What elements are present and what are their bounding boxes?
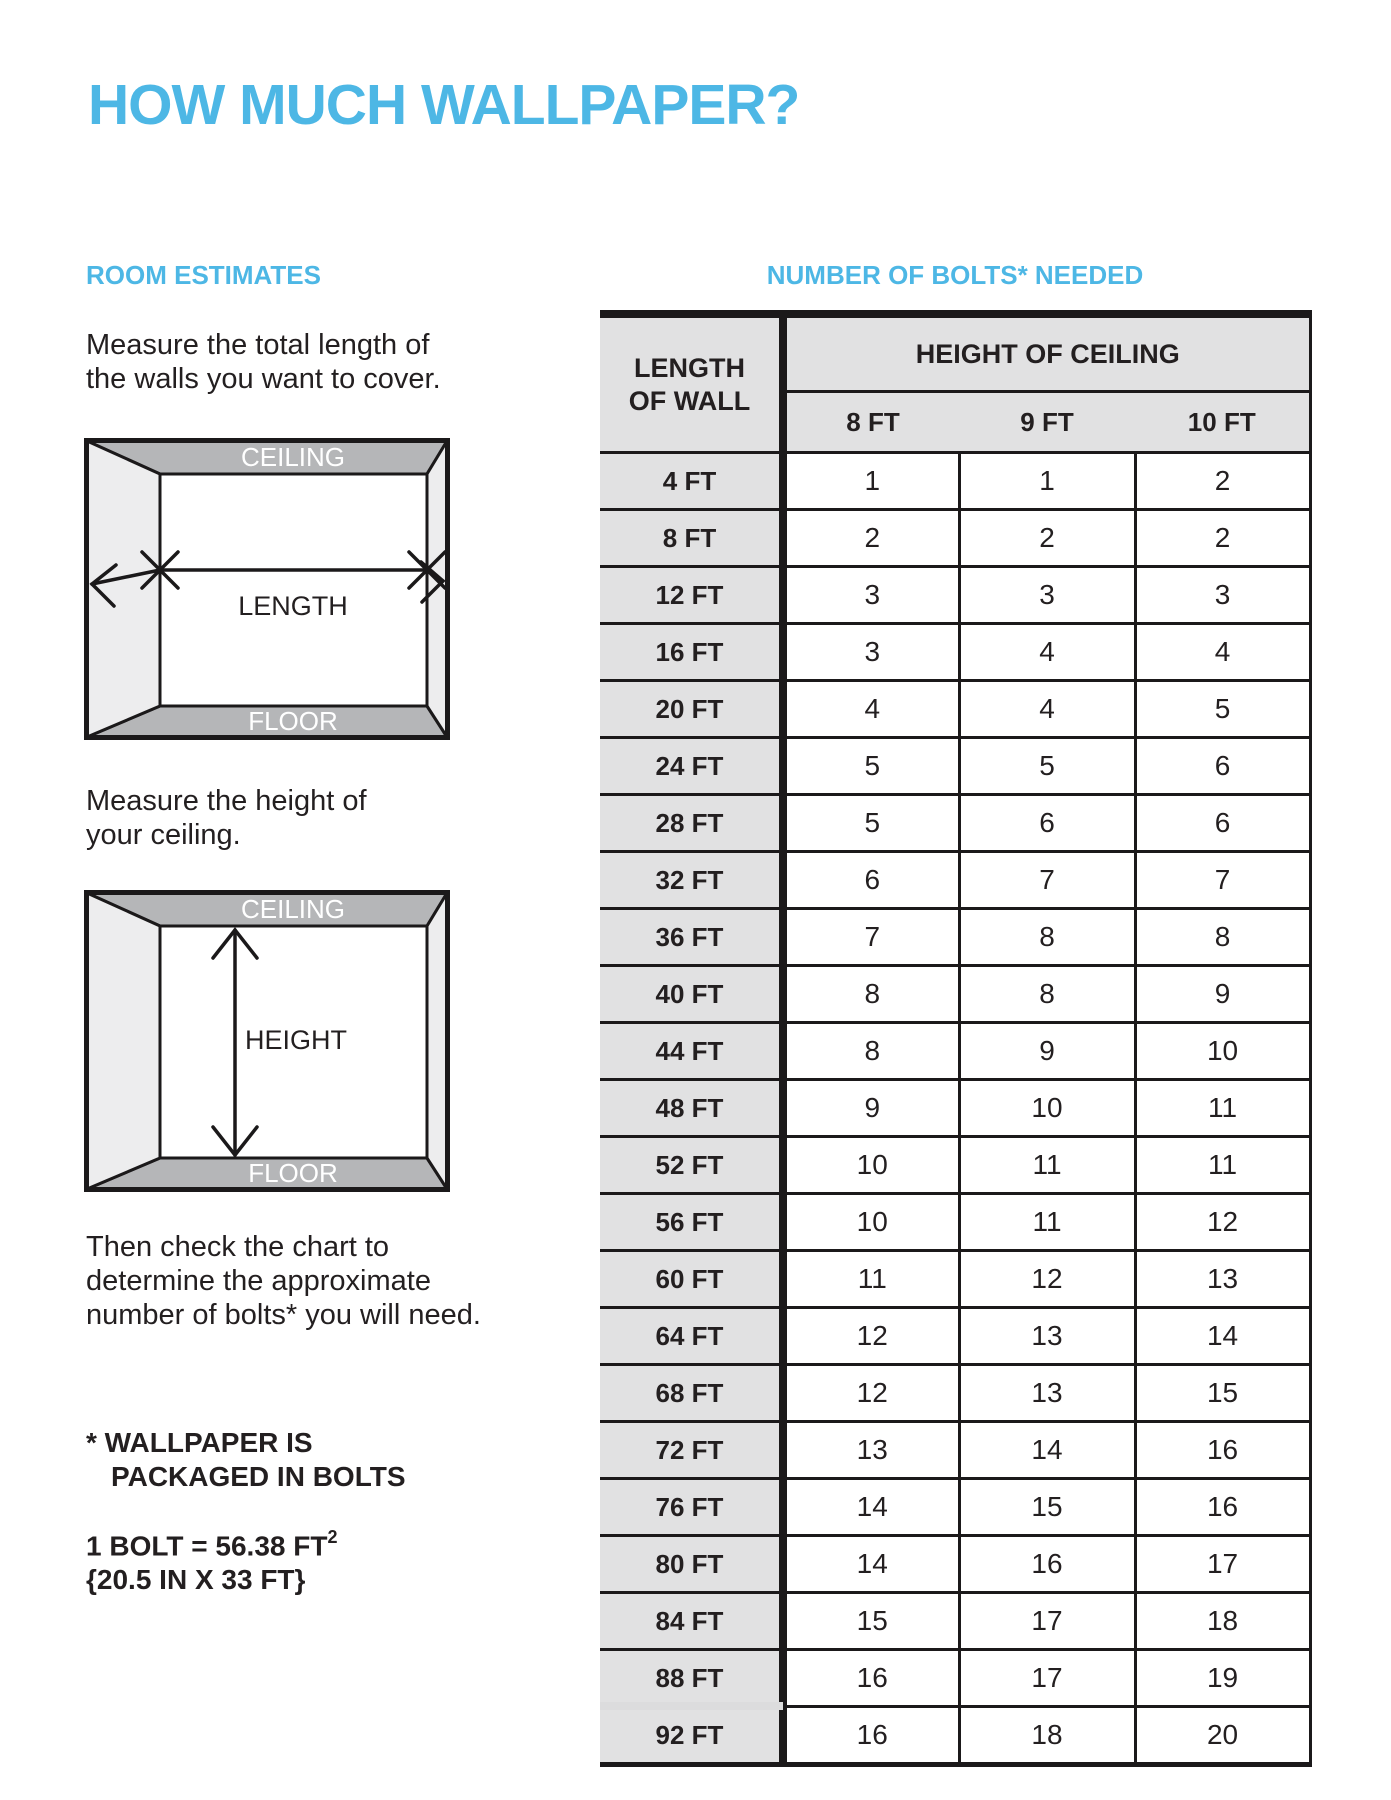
length-label: LENGTH bbox=[238, 591, 348, 621]
instruction-line: the walls you want to cover. bbox=[86, 363, 441, 395]
table-bottom-sliver bbox=[600, 1702, 783, 1710]
bolt-count-cell: 5 bbox=[1135, 681, 1310, 738]
left-wall-face bbox=[87, 893, 160, 1189]
table-header-row-1 bbox=[600, 314, 1310, 392]
bolt-count-cell: 18 bbox=[959, 1707, 1135, 1765]
table-row bbox=[600, 1308, 1310, 1365]
instruction-line: determine the approximate bbox=[86, 1265, 431, 1297]
bolt-count-cell: 8 bbox=[959, 966, 1135, 1023]
length-of-wall-header-line: OF WALL bbox=[628, 385, 751, 416]
length-of-wall-header-line: LENGTH bbox=[634, 352, 745, 383]
bolt-count-cell: 9 bbox=[1135, 966, 1310, 1023]
bolt-count-cell: 15 bbox=[783, 1593, 959, 1650]
wall-length-cell: 40 FT bbox=[600, 966, 783, 1023]
bolt-count-cell: 12 bbox=[1135, 1194, 1310, 1251]
wall-length-cell: 92 FT bbox=[600, 1707, 783, 1765]
bolt-count-cell: 13 bbox=[1135, 1251, 1310, 1308]
table-row bbox=[600, 1194, 1310, 1251]
height-label: HEIGHT bbox=[244, 1025, 348, 1055]
room-length-diagram bbox=[84, 438, 450, 740]
bolt-count-cell: 16 bbox=[783, 1707, 959, 1765]
floor-label: FLOOR bbox=[248, 1158, 338, 1188]
bolt-count-cell: 8 bbox=[1135, 909, 1310, 966]
wall-length-cell: 72 FT bbox=[600, 1422, 783, 1479]
bolt-count-cell: 15 bbox=[959, 1479, 1135, 1536]
wall-length-cell: 84 FT bbox=[600, 1593, 783, 1650]
bolt-count-cell: 7 bbox=[783, 909, 959, 966]
height-of-ceiling-header: HEIGHT OF CEILING bbox=[783, 314, 1310, 392]
ceiling-label: CEILING bbox=[240, 442, 346, 472]
wall-length-cell: 60 FT bbox=[600, 1251, 783, 1308]
table-row bbox=[600, 1593, 1310, 1650]
wall-length-cell: 44 FT bbox=[600, 1023, 783, 1080]
bolt-count-cell: 6 bbox=[1135, 795, 1310, 852]
bolt-count-cell: 5 bbox=[783, 795, 959, 852]
instruction-line: number of bolts* you will need. bbox=[86, 1299, 481, 1331]
instruction-measure-length bbox=[86, 328, 441, 396]
table-row bbox=[600, 681, 1310, 738]
table-row bbox=[600, 1365, 1310, 1422]
bolt-count-cell: 12 bbox=[783, 1365, 959, 1422]
table-row bbox=[600, 795, 1310, 852]
table-row bbox=[600, 624, 1310, 681]
wall-length-cell: 8 FT bbox=[600, 510, 783, 567]
bolt-count-cell: 5 bbox=[959, 738, 1135, 795]
bolt-count-cell: 12 bbox=[783, 1308, 959, 1365]
bolt-count-cell: 2 bbox=[1135, 510, 1310, 567]
bolt-count-cell: 14 bbox=[783, 1536, 959, 1593]
bolt-count-cell: 4 bbox=[1135, 624, 1310, 681]
back-wall-face bbox=[160, 474, 427, 706]
bolt-count-cell: 16 bbox=[1135, 1422, 1310, 1479]
bolt-count-cell: 2 bbox=[959, 510, 1135, 567]
bolt-count-cell: 5 bbox=[783, 738, 959, 795]
bolt-count-cell: 8 bbox=[783, 966, 959, 1023]
bolts-needed-heading: NUMBER OF BOLTS* NEEDED bbox=[766, 260, 1144, 290]
wall-length-cell: 56 FT bbox=[600, 1194, 783, 1251]
bolt-count-cell: 1 bbox=[783, 453, 959, 510]
table-row bbox=[600, 966, 1310, 1023]
bolt-count-cell: 4 bbox=[783, 681, 959, 738]
instruction-measure-height bbox=[86, 784, 367, 852]
bolt-count-cell: 11 bbox=[1135, 1080, 1310, 1137]
bolt-count-cell: 11 bbox=[1135, 1137, 1310, 1194]
bolts-table-body bbox=[600, 453, 1310, 1765]
bolt-count-cell: 3 bbox=[783, 567, 959, 624]
footnote-line: * WALLPAPER IS bbox=[86, 1427, 313, 1458]
bolt-count-cell: 7 bbox=[1135, 852, 1310, 909]
bolt-equation-superscript: 2 bbox=[327, 1527, 338, 1547]
floor-label: FLOOR bbox=[248, 706, 338, 736]
bolt-count-cell: 8 bbox=[783, 1023, 959, 1080]
bolt-count-cell: 18 bbox=[1135, 1593, 1310, 1650]
bolt-count-cell: 17 bbox=[1135, 1536, 1310, 1593]
col-header-10ft: 10 FT bbox=[1135, 392, 1310, 453]
bolt-equation-line bbox=[86, 1522, 337, 1563]
bolt-count-cell: 20 bbox=[1135, 1707, 1310, 1765]
bolt-count-cell: 3 bbox=[783, 624, 959, 681]
room-height-diagram bbox=[84, 890, 450, 1192]
bolt-count-cell: 12 bbox=[959, 1251, 1135, 1308]
instruction-line: your ceiling. bbox=[86, 819, 241, 851]
table-row bbox=[600, 1080, 1310, 1137]
bolt-count-cell: 13 bbox=[959, 1365, 1135, 1422]
bolt-count-cell: 9 bbox=[783, 1080, 959, 1137]
bolt-count-cell: 16 bbox=[959, 1536, 1135, 1593]
wall-length-cell: 24 FT bbox=[600, 738, 783, 795]
bolt-count-cell: 10 bbox=[959, 1080, 1135, 1137]
bolt-count-cell: 11 bbox=[959, 1194, 1135, 1251]
table-row bbox=[600, 1536, 1310, 1593]
table-row bbox=[600, 1707, 1310, 1765]
wall-length-cell: 12 FT bbox=[600, 567, 783, 624]
instruction-line: Measure the height of bbox=[86, 785, 367, 817]
wall-length-cell: 4 FT bbox=[600, 453, 783, 510]
bolt-count-cell: 14 bbox=[783, 1479, 959, 1536]
bolt-count-cell: 7 bbox=[959, 852, 1135, 909]
col-header-8ft: 8 FT bbox=[783, 392, 959, 453]
table-row bbox=[600, 453, 1310, 510]
bolt-count-cell: 10 bbox=[783, 1137, 959, 1194]
instruction-check-chart bbox=[86, 1230, 481, 1332]
table-row bbox=[600, 909, 1310, 966]
bolt-count-cell: 2 bbox=[783, 510, 959, 567]
bolt-count-cell: 11 bbox=[783, 1251, 959, 1308]
table-row bbox=[600, 1422, 1310, 1479]
wall-length-cell: 76 FT bbox=[600, 1479, 783, 1536]
wallpaper-bolts-footnote bbox=[86, 1426, 406, 1494]
bolt-count-cell: 4 bbox=[959, 624, 1135, 681]
instruction-line: Measure the total length of bbox=[86, 329, 430, 361]
wall-length-cell: 20 FT bbox=[600, 681, 783, 738]
wall-length-cell: 16 FT bbox=[600, 624, 783, 681]
page-title: HOW MUCH WALLPAPER? bbox=[88, 73, 800, 137]
bolt-count-cell: 2 bbox=[1135, 453, 1310, 510]
table-row bbox=[600, 1650, 1310, 1707]
bolt-count-cell: 8 bbox=[959, 909, 1135, 966]
wall-length-cell: 32 FT bbox=[600, 852, 783, 909]
bolt-dimensions-line: {20.5 IN X 33 FT} bbox=[86, 1564, 306, 1596]
bolts-table bbox=[600, 310, 1312, 1767]
room-estimates-heading: ROOM ESTIMATES bbox=[86, 260, 321, 290]
bolt-count-cell: 15 bbox=[1135, 1365, 1310, 1422]
col-header-9ft: 9 FT bbox=[959, 392, 1135, 453]
wall-length-cell: 80 FT bbox=[600, 1536, 783, 1593]
table-row bbox=[600, 1479, 1310, 1536]
table-row bbox=[600, 510, 1310, 567]
wall-length-cell: 68 FT bbox=[600, 1365, 783, 1422]
bolt-count-cell: 14 bbox=[1135, 1308, 1310, 1365]
bolt-count-cell: 3 bbox=[959, 567, 1135, 624]
wall-length-cell: 88 FT bbox=[600, 1650, 783, 1707]
table-row bbox=[600, 738, 1310, 795]
bolt-count-cell: 9 bbox=[959, 1023, 1135, 1080]
table-row bbox=[600, 1137, 1310, 1194]
table-row bbox=[600, 852, 1310, 909]
bolt-count-cell: 10 bbox=[1135, 1023, 1310, 1080]
table-row bbox=[600, 1023, 1310, 1080]
bolt-count-cell: 3 bbox=[1135, 567, 1310, 624]
bolt-count-cell: 17 bbox=[959, 1650, 1135, 1707]
footnote-line: PACKAGED IN BOLTS bbox=[111, 1461, 406, 1492]
wall-length-cell: 48 FT bbox=[600, 1080, 783, 1137]
table-row bbox=[600, 567, 1310, 624]
bolt-size-note bbox=[86, 1522, 337, 1597]
bolt-count-cell: 4 bbox=[959, 681, 1135, 738]
length-of-wall-header bbox=[600, 314, 783, 453]
wall-length-cell: 64 FT bbox=[600, 1308, 783, 1365]
wall-length-cell: 52 FT bbox=[600, 1137, 783, 1194]
bolt-equation-text: 1 BOLT = 56.38 FT bbox=[86, 1530, 328, 1562]
wall-length-cell: 36 FT bbox=[600, 909, 783, 966]
wall-length-cell: 28 FT bbox=[600, 795, 783, 852]
bolt-count-cell: 17 bbox=[959, 1593, 1135, 1650]
bolt-count-cell: 16 bbox=[783, 1650, 959, 1707]
bolt-count-cell: 13 bbox=[783, 1422, 959, 1479]
bolt-count-cell: 14 bbox=[959, 1422, 1135, 1479]
bolt-count-cell: 19 bbox=[1135, 1650, 1310, 1707]
instruction-line: Then check the chart to bbox=[86, 1231, 390, 1263]
bolt-count-cell: 13 bbox=[959, 1308, 1135, 1365]
ceiling-label: CEILING bbox=[240, 894, 346, 924]
bolt-count-cell: 1 bbox=[959, 453, 1135, 510]
bolt-count-cell: 6 bbox=[1135, 738, 1310, 795]
table-row bbox=[600, 1251, 1310, 1308]
bolt-count-cell: 10 bbox=[783, 1194, 959, 1251]
bolt-count-cell: 16 bbox=[1135, 1479, 1310, 1536]
bolt-count-cell: 6 bbox=[959, 795, 1135, 852]
bolt-count-cell: 6 bbox=[783, 852, 959, 909]
right-wall-face bbox=[427, 893, 447, 1189]
bolt-count-cell: 11 bbox=[959, 1137, 1135, 1194]
